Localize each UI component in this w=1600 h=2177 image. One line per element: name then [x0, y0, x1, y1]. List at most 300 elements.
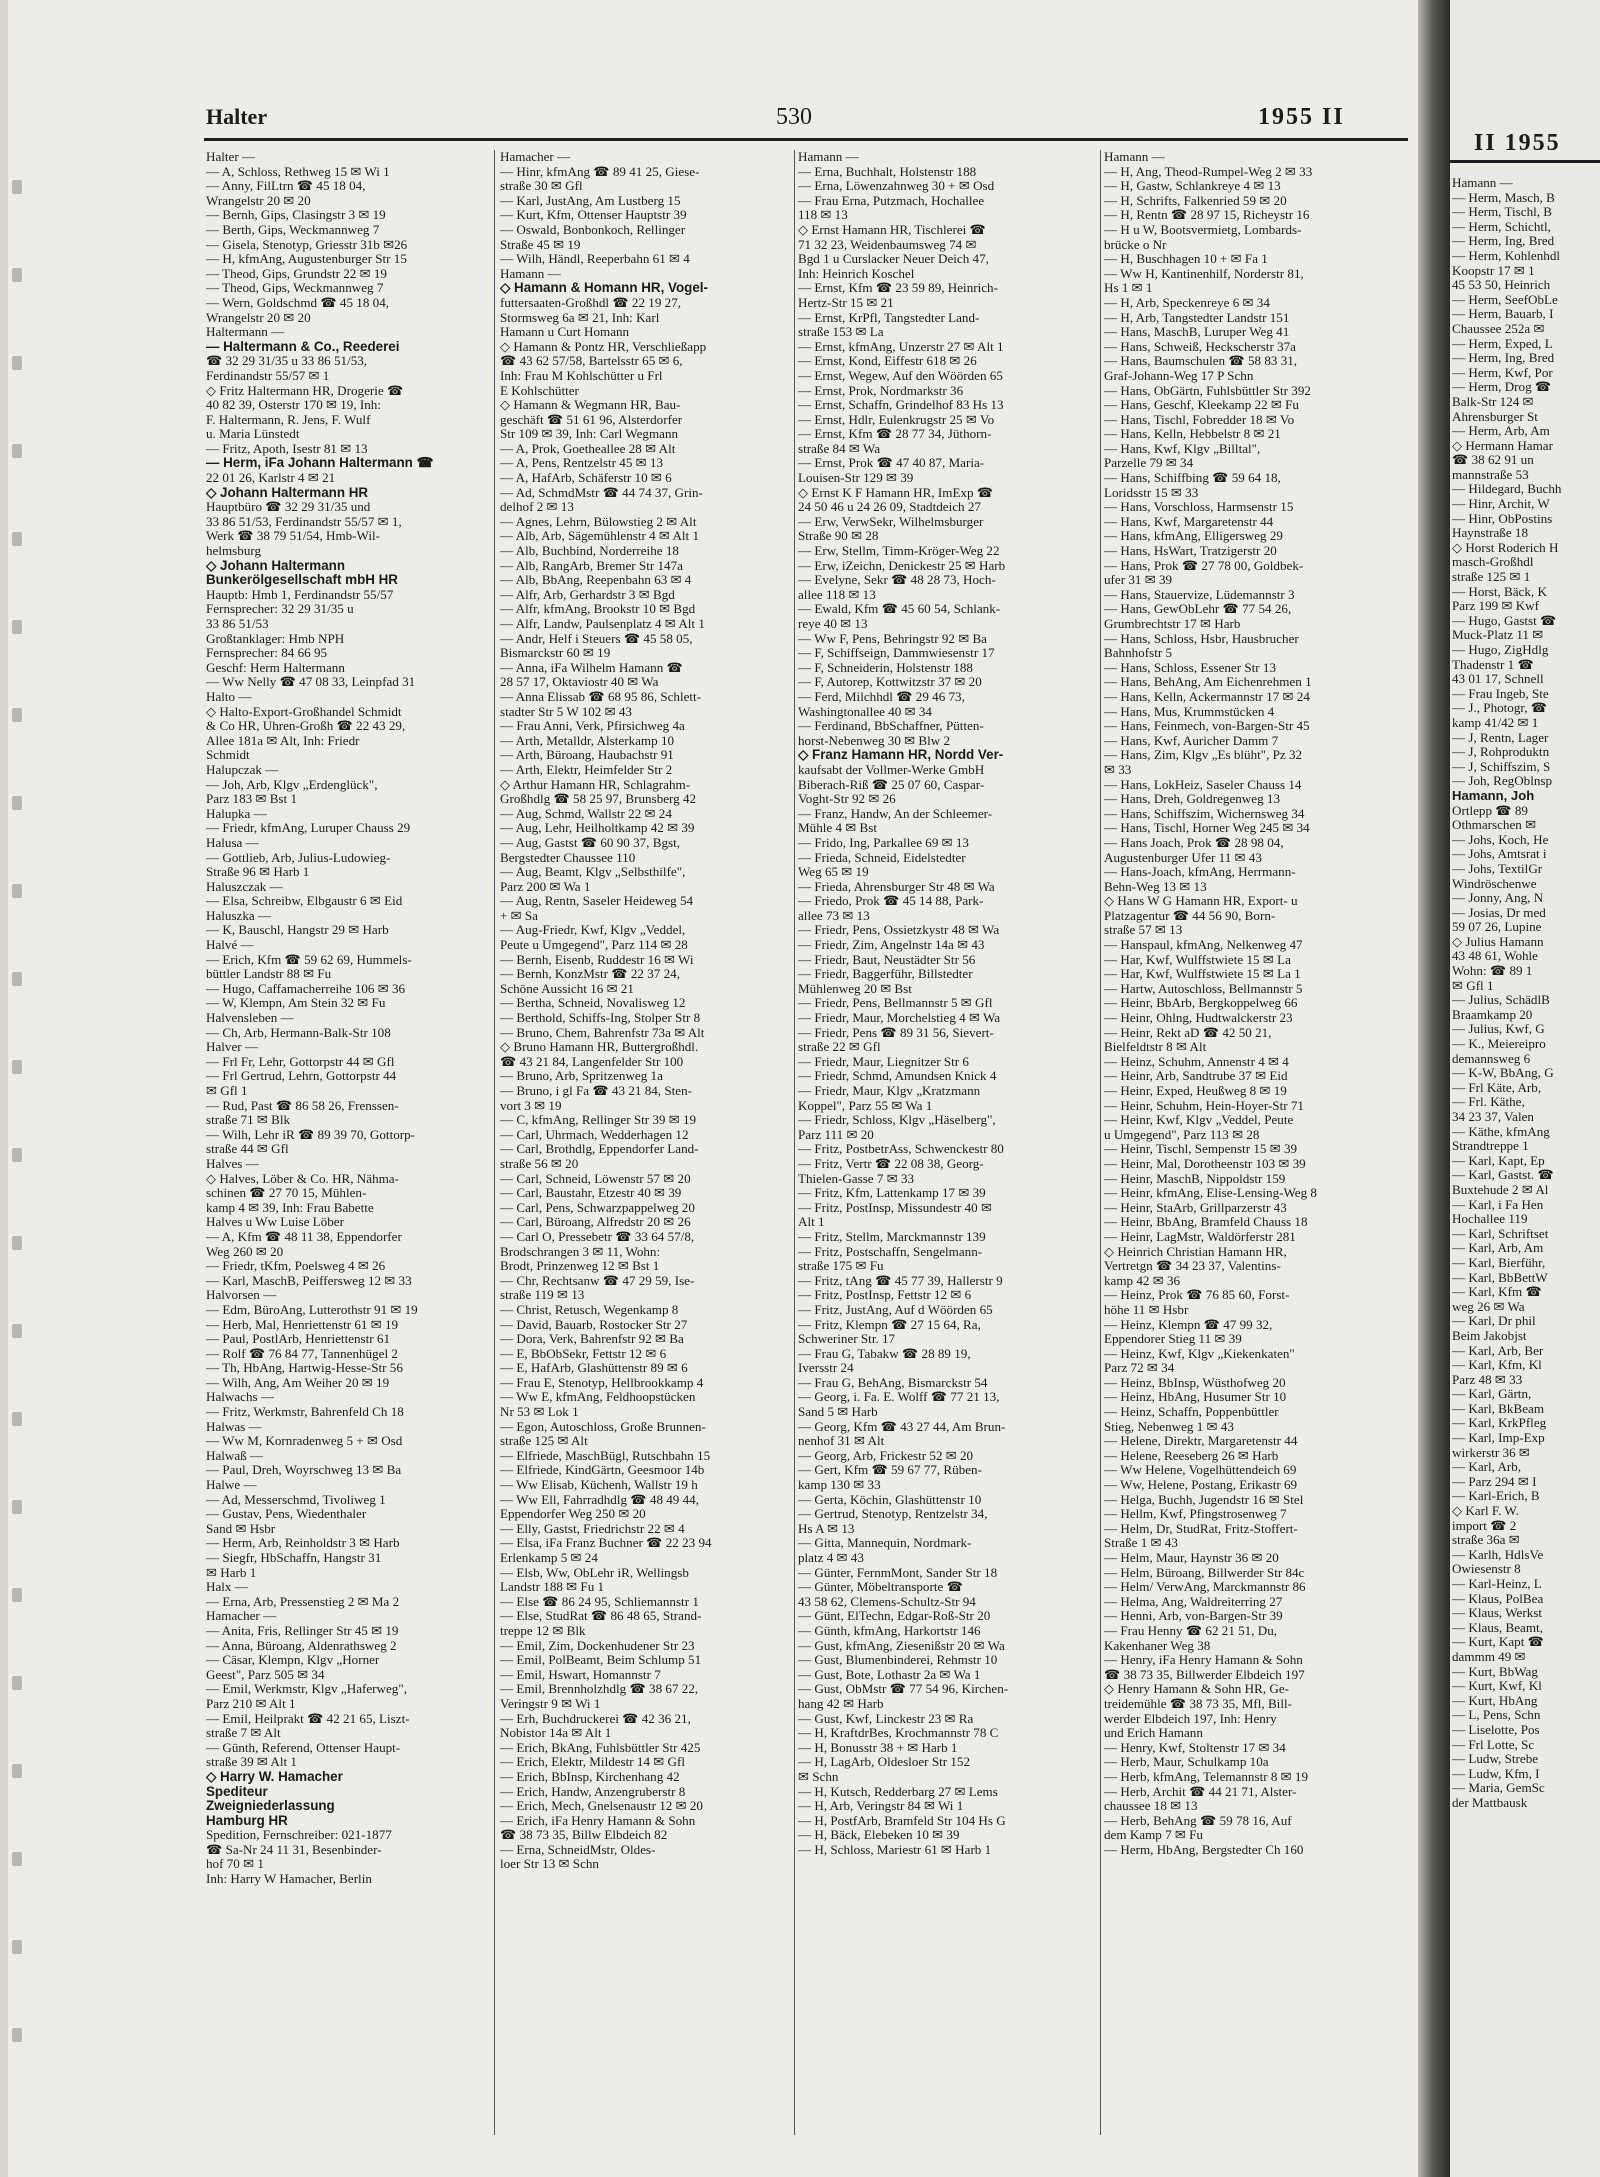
directory-entry: — Heinr, Kwf, Klgv „Veddel, Peute	[1104, 1113, 1294, 1128]
directory-entry: straße 175 ✉ Fu	[798, 1259, 884, 1274]
binding-hole	[12, 532, 22, 546]
directory-entry: 43 58 62, Clemens-Schultz-Str 94	[798, 1594, 976, 1609]
directory-entry: — Hans, Kwf, Margaretenstr 44	[1104, 514, 1274, 529]
directory-entry: — Hans, Kwf, Auricher Damm 7	[1104, 733, 1279, 748]
directory-entry: ✉ Harb 1	[206, 1565, 257, 1580]
directory-entry: — Kurt, Kapt ☎	[1452, 1635, 1544, 1650]
directory-entry: — Joh, Arb, Klgv „Erdenglück",	[206, 777, 378, 792]
directory-entry: futtersaaten-Großhdl ☎ 22 19 27,	[500, 295, 682, 310]
directory-entry: — Hans, LokHeiz, Saseler Chauss 14	[1104, 777, 1302, 792]
directory-entry: ◇ Karl F. W.	[1452, 1504, 1519, 1519]
directory-entry: 33 86 51/53, Ferdinandstr 55/57 ✉ 1,	[206, 514, 402, 529]
directory-entry: — Parz 294 ✉ I	[1452, 1474, 1537, 1489]
directory-entry: Nobistor 14a ✉ Alt 1	[500, 1726, 612, 1741]
directory-entry: — Wilh, Händl, Reeperbahn 61 ✉ 4	[500, 252, 690, 267]
directory-entry: — Herm, Drog ☎	[1452, 380, 1552, 395]
directory-entry: — H, Schrifts, Falkenried 59 ✉ 20	[1104, 193, 1287, 208]
directory-entry: straße 22 ✉ Gfl	[798, 1040, 881, 1055]
directory-entry: — Elly, Gastst, Friedrichstr 22 ✉ 4	[500, 1521, 685, 1536]
directory-entry: Bgd 1 u Curslacker Neuer Deich 47,	[798, 252, 989, 267]
directory-entry: ◇ Heinrich Christian Hamann HR,	[1104, 1244, 1287, 1259]
directory-entry: — Frido, Ing, Parkallee 69 ✉ 13	[798, 835, 969, 850]
directory-entry: 118 ✉ 13	[798, 208, 848, 223]
directory-entry: Haluszczak —	[206, 879, 283, 894]
adjacent-page-header: II 1955	[1474, 130, 1561, 156]
directory-entry: — Gust, ObMstr ☎ 77 54 96, Kirchen-	[798, 1682, 1009, 1697]
directory-entry: Bielfeldtstr 8 ✉ Alt	[1104, 1040, 1207, 1055]
directory-entry: Halter —	[206, 150, 256, 164]
directory-entry: Nr 53 ✉ Lok 1	[500, 1405, 579, 1420]
directory-entry: — Anita, Fris, Rellinger Str 45 ✉ 19	[206, 1623, 399, 1638]
directory-column-2	[500, 150, 790, 2140]
directory-entry: — Friedr, Pens ☎ 89 31 56, Sievert-	[798, 1025, 994, 1040]
directory-entry: — A, Kfm ☎ 48 11 38, Eppendorfer	[206, 1229, 402, 1244]
directory-entry: — Hans, ObGärtn, Fuhlsbüttler Str 392	[1104, 383, 1311, 398]
directory-entry: — Fritz, Stellm, Marckmannstr 139	[798, 1229, 986, 1244]
directory-entry: werder Elbdeich 197, Inh: Henry	[1104, 1711, 1277, 1726]
directory-entry: — Paul, PostlArb, Henriettenstr 61	[206, 1332, 391, 1347]
directory-entry: 45 53 50, Heinrich	[1452, 278, 1551, 293]
directory-entry: — Herm, Exped, L	[1452, 336, 1553, 351]
directory-entry: — Frl. Käthe,	[1452, 1095, 1525, 1110]
directory-entry: Grumbrechtstr 17 ✉ Harb	[1104, 617, 1241, 631]
directory-entry: — Anna, iFa Wilhelm Hamann ☎	[500, 660, 683, 675]
directory-entry: ◇ Hamann & Homann HR, Vogel-	[500, 281, 708, 296]
directory-entry: Fernsprecher: 32 29 31/35 u	[206, 602, 354, 617]
directory-entry: — Anny, FilLtrn ☎ 45 18 04,	[206, 179, 366, 194]
directory-entry: — A, Prok, Goetheallee 28 ✉ Alt	[500, 441, 676, 456]
binding-hole	[12, 1324, 22, 1338]
directory-entry: Halver —	[206, 1040, 258, 1055]
directory-entry: Hamacher —	[500, 150, 571, 164]
directory-entry: straße 125 ✉ 1	[1452, 570, 1531, 585]
directory-entry: Hertz-Str 15 ✉ 21	[798, 295, 894, 310]
directory-entry: reye 40 ✉ 13	[798, 617, 868, 631]
directory-entry: loer Str 13 ✉ Schn	[500, 1857, 599, 1872]
directory-entry: — W, Klempn, Am Stein 32 ✉ Fu	[206, 996, 386, 1011]
directory-entry: — Helene, Reeseberg 26 ✉ Harb	[1104, 1448, 1279, 1463]
directory-entry: — Hans, Vorschloss, Harmsenstr 15	[1104, 500, 1294, 515]
directory-entry: — Karl, JustAng, Am Lustberg 15	[500, 193, 681, 208]
directory-entry: — Aug, Beamt, Klgv „Selbsthilfe",	[500, 865, 686, 880]
directory-entry: demannsweg 6	[1452, 1051, 1531, 1066]
directory-entry: Landstr 188 ✉ Fu 1	[500, 1580, 605, 1595]
directory-entry: — Alb, Arb, Sägemühlenstr 4 ✉ Alt 1	[500, 529, 700, 544]
directory-entry: Zweigniederlassung	[206, 1799, 335, 1814]
directory-entry: — Erich, Mech, Gnelsenaustr 12 ✉ 20	[500, 1799, 703, 1814]
directory-entry: mannstraße 53	[1452, 467, 1529, 482]
directory-entry: — E, HafArb, Glashüttenstr 89 ✉ 6	[500, 1361, 688, 1376]
directory-entry: delhof 2 ✉ 13	[500, 500, 574, 515]
directory-entry: — Fritz, PostInsp, Missundestr 40 ✉	[798, 1200, 992, 1215]
directory-entry: — Heinr, BbArb, Bergkoppelweg 66	[1104, 996, 1298, 1011]
directory-entry: — Anna Elissab ☎ 68 95 86, Schlett-	[500, 689, 702, 704]
directory-entry: Beim Jakobjst	[1452, 1328, 1527, 1343]
directory-entry: — Frau Anni, Verk, Pfirsichweg 4a	[500, 719, 685, 734]
year-section: 1955 II	[1258, 104, 1345, 130]
directory-entry: — Fritz, Klempn ☎ 27 15 64, Ra,	[798, 1317, 981, 1332]
directory-entry: — Arth, Metalldr, Alsterkamp 10	[500, 733, 675, 748]
directory-entry: ◇ Halves, Löber & Co. HR, Nähma-	[206, 1171, 399, 1186]
directory-entry: — Heinr, Arb, Sandtrube 37 ✉ Eid	[1104, 1069, 1288, 1084]
directory-entry: — Heinr, BbAng, Bramfeld Chauss 18	[1104, 1215, 1308, 1230]
directory-entry: — Friedr, Baut, Neustädter Str 56	[798, 952, 976, 967]
directory-entry: Veringstr 9 ✉ Wi 1	[500, 1696, 601, 1711]
directory-entry: — Karl, Imp-Exp	[1452, 1431, 1545, 1446]
directory-entry: — Fritz, Postschaffn, Sengelmann-	[798, 1244, 983, 1259]
directory-entry: Spedition, Fernschreiber: 021-1877	[206, 1828, 392, 1843]
directory-entry: — Hans, Schloss, Essener Str 13	[1104, 660, 1277, 675]
column-divider	[494, 150, 495, 2135]
directory-entry: — Hans, Kwf, Klgv „Billtal",	[1104, 441, 1261, 456]
directory-entry: — Hans, Kelln, Ackermannstr 17 ✉ 24	[1104, 689, 1310, 704]
directory-entry: straße 119 ✉ 13	[500, 1288, 585, 1303]
directory-entry: Strandtreppe 1	[1452, 1139, 1529, 1154]
directory-entry: Erlenkamp 5 ✉ 24	[500, 1551, 598, 1565]
directory-entry: Braamkamp 20	[1452, 1007, 1533, 1022]
directory-entry: Allee 181a ✉ Alt, Inh: Friedr	[206, 733, 360, 748]
directory-entry: — Frau Ingeb, Ste	[1452, 686, 1549, 701]
directory-entry: — Heinr, Ohlng, Hudtwalckerstr 23	[1104, 1011, 1293, 1026]
directory-entry: ◇ Johann Haltermann HR	[206, 485, 369, 500]
directory-entry: — Ludw, Strebe	[1452, 1752, 1539, 1767]
directory-entry: — Alfr, Landw, Paulsenplatz 4 ✉ Alt 1	[500, 617, 705, 631]
directory-entry: — Herm, HbAng, Bergstedter Ch 160	[1104, 1842, 1304, 1857]
directory-entry: — Hans Joach, Prok ☎ 28 98 04,	[1104, 835, 1284, 850]
directory-entry: — Erich, iFa Henry Hamann & Sohn	[500, 1813, 696, 1828]
directory-entry: ◇ Hans W G Hamann HR, Export- u	[1104, 894, 1298, 909]
directory-entry: Augustenburger Ufer 11 ✉ 43	[1104, 850, 1262, 865]
directory-entry: — Horst, Bäck, K	[1452, 584, 1547, 599]
directory-entry: — Frieda, Ahrensburger Str 48 ✉ Wa	[798, 879, 995, 894]
directory-entry: — Julius, SchädlB	[1452, 993, 1550, 1008]
directory-entry: — Heinz, Prok ☎ 76 85 60, Forst-	[1104, 1288, 1290, 1303]
directory-entry: — Günt, ElTechn, Edgar-Roß-Str 20	[798, 1609, 991, 1624]
column-divider	[1100, 150, 1101, 2135]
directory-entry: straße 44 ✉ Gfl	[206, 1142, 289, 1157]
directory-entry: — Ernst, kfmAng, Unzerstr 27 ✉ Alt 1	[798, 339, 1004, 354]
directory-entry: Halupczak —	[206, 762, 279, 777]
directory-entry: — Karl, Gastst. ☎	[1452, 1168, 1554, 1183]
directory-entry: treidemühle ☎ 38 73 35, Mfl, Bill-	[1104, 1696, 1292, 1711]
directory-entry: kamp 42 ✉ 36	[1104, 1273, 1181, 1288]
directory-entry: — Ernst, Kond, Eiffestr 618 ✉ 26	[798, 354, 977, 369]
running-head-name: Halter	[206, 104, 268, 129]
directory-entry: — Henry, Kwf, Stoltenstr 17 ✉ 34	[1104, 1740, 1286, 1755]
directory-entry: — Elsb, Ww, ObLehr iR, Wellingsb	[500, 1565, 689, 1580]
directory-entry: — Ww E, kfmAng, Feldhoopstücken	[500, 1390, 696, 1405]
directory-entry: — Gerta, Köchin, Glashüttenstr 10	[798, 1492, 982, 1507]
directory-entry: — Helm, Maur, Haynstr 36 ✉ 20	[1104, 1551, 1279, 1565]
directory-entry: — Gisela, Stenotyp, Griesstr 31b ✉26	[206, 237, 408, 252]
directory-entry: — Aug, Schmd, Wallstr 22 ✉ 24	[500, 806, 672, 821]
directory-entry: — K., Meiereipro	[1452, 1037, 1546, 1052]
directory-entry: — Friedr, Baggerführ, Billstedter	[798, 967, 973, 982]
directory-entry: — Herb, Mal, Henriettenstr 61 ✉ 19	[206, 1317, 399, 1332]
directory-entry: — Karl, BbBettW	[1452, 1270, 1548, 1285]
directory-entry: — Fritz, tAng ☎ 45 77 39, Hallerstr 9	[798, 1273, 1003, 1288]
directory-entry: — Berth, Gips, Weckmannweg 7	[206, 222, 380, 237]
directory-entry: Eppendorfer Weg 250 ✉ 20	[500, 1507, 646, 1522]
directory-entry: Hamacher —	[206, 1609, 277, 1624]
directory-entry: — H, Rentn ☎ 28 97 15, Richeystr 16	[1104, 208, 1310, 223]
directory-entry: Thadenstr 1 ☎	[1452, 657, 1534, 672]
directory-entry: + ✉ Sa	[500, 908, 538, 923]
binding-hole	[12, 708, 22, 722]
directory-entry: Stormsweg 6a ✉ 21, Inh: Karl	[500, 310, 660, 325]
directory-entry: — Hans, Tischl, Fobredder 18 ✉ Vo	[1104, 412, 1295, 427]
directory-entry: — Ferd, Milchhdl ☎ 29 46 73,	[798, 689, 965, 704]
directory-entry: Ferdinandstr 55/57 ✉ 1	[206, 368, 330, 383]
directory-entry: schinen ☎ 27 70 15, Mühlen-	[206, 1186, 367, 1201]
directory-entry: — Helma, Ang, Waldreiterring 27	[1104, 1594, 1283, 1609]
directory-entry: — Hildegard, Buchh	[1452, 482, 1562, 497]
directory-entry: — Ernst, Wegew, Auf den Wöörden 65	[798, 368, 1003, 383]
directory-entry: straße 56 ✉ 20	[500, 1156, 579, 1171]
directory-entry: — Carl, Brothdlg, Eppendorfer Land-	[500, 1142, 699, 1157]
directory-entry: — F, Autorep, Kottwitzstr 37 ✉ 20	[798, 675, 982, 690]
directory-entry: — Gertrud, Stenotyp, Rentzelstr 34,	[798, 1507, 988, 1522]
directory-entry: — Gottlieb, Arb, Julius-Ludowieg-	[206, 850, 391, 865]
column-divider	[794, 150, 795, 2135]
directory-entry: — Johs, Koch, He	[1452, 832, 1549, 847]
directory-entry: — Aug-Friedr, Kwf, Klgv „Veddel,	[500, 923, 686, 938]
directory-entry: Bismarckstr 60 ✉ 19	[500, 646, 611, 661]
directory-entry: Sand 5 ✉ Harb	[798, 1405, 878, 1420]
directory-entry: — Heinr, MaschB, Nippoldstr 159	[1104, 1171, 1286, 1186]
directory-entry: Schöne Aussicht 16 ✉ 21	[500, 981, 634, 996]
directory-entry: — Theod, Gips, Grundstr 22 ✉ 19	[206, 266, 387, 281]
directory-entry: — Alb, BbAng, Reepenbahn 63 ✉ 4	[500, 573, 692, 588]
directory-entry: — Ww Ell, Fahrradhdlg ☎ 48 49 44,	[500, 1492, 699, 1507]
directory-entry: — Elfriede, KindGärtn, Geesmoor 14b	[500, 1463, 705, 1478]
directory-entry: Parzelle 79 ✉ 34	[1104, 456, 1194, 471]
directory-entry: — H u W, Bootsvermietg, Lombards-	[1104, 222, 1302, 237]
directory-entry: Parz 210 ✉ Alt 1	[206, 1696, 296, 1711]
header-rule	[1450, 160, 1600, 163]
directory-entry: Mühle 4 ✉ Bst	[798, 821, 877, 836]
adjacent-page-column	[1452, 176, 1598, 2126]
directory-entry: — David, Bauarb, Rostocker Str 27	[500, 1317, 688, 1332]
directory-entry: — H, Buschhagen 10 + ✉ Fa 1	[1104, 252, 1268, 267]
directory-entry: — Karlh, HdlsVe	[1452, 1547, 1544, 1562]
directory-entry: — Friedr, Zim, Angelnstr 14a ✉ 43	[798, 938, 985, 953]
directory-entry: — Herm, Kwf, Por	[1452, 365, 1553, 380]
directory-entry: 34 23 37, Valen	[1452, 1110, 1534, 1124]
directory-entry: — L, Pens, Schn	[1452, 1708, 1541, 1723]
directory-entry: — Karl-Erich, B	[1452, 1489, 1540, 1504]
directory-entry: nenhof 31 ✉ Alt	[798, 1434, 885, 1449]
directory-entry: Buxtehude 2 ✉ Al	[1452, 1182, 1549, 1197]
directory-entry: ◇ Horst Roderich H	[1452, 540, 1559, 555]
directory-entry: — Erw, Stellm, Timm-Kröger-Weg 22	[798, 544, 1000, 559]
directory-entry: ◇ Arthur Hamann HR, Schlagrahm-	[500, 777, 691, 792]
directory-entry: — Bruno, Chem, Bahrenfstr 73a ✉ Alt	[500, 1025, 705, 1040]
directory-entry: — Hinr, ObPostins	[1452, 511, 1553, 526]
directory-entry: — Alfr, Arb, Gerhardstr 3 ✉ Bgd	[500, 587, 675, 602]
directory-entry: — Gust, Bote, Lothastr 2a ✉ Wa 1	[798, 1667, 981, 1682]
directory-entry: dem Kamp 7 ✉ Fu	[1104, 1828, 1203, 1843]
directory-entry: Brodt, Prinzenweg 12 ✉ Bst 1	[500, 1259, 660, 1274]
directory-entry: Chaussee 252a ✉	[1452, 321, 1545, 336]
directory-entry: ☎ 32 29 31/35 u 33 86 51/53,	[206, 354, 368, 369]
directory-entry: treppe 12 ✉ Blk	[500, 1623, 586, 1638]
directory-entry: — Karl, Kfm, Kl	[1452, 1358, 1542, 1373]
directory-entry: — Günter, FernmMont, Sander Str 18	[798, 1565, 998, 1580]
directory-entry: — Gust, kfmAng, Ziesenißstr 20 ✉ Wa	[798, 1638, 1005, 1653]
directory-entry: — Hans, Geschf, Kleekamp 22 ✉ Fu	[1104, 398, 1299, 413]
directory-entry: — Hans, Stauervize, Lüdemannstr 3	[1104, 587, 1295, 602]
directory-entry: — Andr, Helf i Steuers ☎ 45 58 05,	[500, 631, 693, 646]
directory-entry: straße 125 ✉ Alt	[500, 1434, 588, 1449]
directory-entry: Halvensleben —	[206, 1011, 294, 1026]
directory-entry: — Bernh, KonzMstr ☎ 22 37 24,	[500, 967, 680, 982]
directory-entry: 59 07 26, Lupine	[1452, 920, 1542, 935]
directory-entry: — Heinr, StaArb, Grillparzerstr 43	[1104, 1200, 1287, 1215]
book-spine	[1418, 0, 1450, 2177]
directory-entry: — Karl, MaschB, Peiffersweg 12 ✉ 33	[206, 1273, 412, 1288]
directory-entry: — Hans, Dreh, Goldregenweg 13	[1104, 792, 1280, 807]
directory-entry: — Henni, Arb, von-Bargen-Str 39	[1104, 1609, 1283, 1624]
directory-entry: Weg 260 ✉ 20	[206, 1244, 284, 1259]
directory-entry: — Bertha, Schneid, Novalisweg 12	[500, 996, 686, 1011]
directory-entry: Hauptb: Hmb 1, Ferdinandstr 55/57	[206, 587, 394, 602]
directory-entry: 28 57 17, Oktaviostr 40 ✉ Wa	[500, 675, 659, 690]
directory-entry: — Hans, MaschB, Luruper Weg 41	[1104, 325, 1290, 340]
directory-entry: — Hans, Tischl, Horner Weg 245 ✉ 34	[1104, 821, 1310, 836]
directory-entry: — Erh, Buchdruckerei ☎ 42 36 21,	[500, 1711, 691, 1726]
directory-entry: — Karl, Kfm ☎	[1452, 1285, 1542, 1300]
directory-entry: — Helga, Buchh, Jugendstr 16 ✉ Stel	[1104, 1492, 1304, 1507]
directory-entry: — Bruno, Arb, Spritzenweg 1a	[500, 1069, 663, 1084]
directory-entry: Halto —	[206, 689, 252, 704]
directory-entry: dammm 49 ✉	[1452, 1649, 1526, 1664]
directory-entry: — Carl, Pens, Schwarzpappelweg 20	[500, 1200, 695, 1215]
directory-entry: — Frl Fr, Lehr, Gottorpstr 44 ✉ Gfl	[206, 1054, 395, 1069]
directory-entry: — H, LagArb, Oldesloer Str 152	[798, 1755, 971, 1770]
directory-entry: Geschf: Herm Haltermann	[206, 660, 345, 675]
directory-entry: 43 48 61, Wohle	[1452, 949, 1538, 964]
directory-entry: straße 39 ✉ Alt 1	[206, 1755, 297, 1770]
directory-entry: horst-Nebenweg 30 ✉ Blw 2	[798, 733, 951, 748]
directory-entry: straße 7 ✉ Alt	[206, 1726, 281, 1741]
directory-entry: Hamann u Curt Homann	[500, 325, 630, 340]
binding-hole	[12, 620, 22, 634]
directory-entry: straße 71 ✉ Blk	[206, 1113, 291, 1128]
directory-entry: — Heinr, LagMstr, Waldörferstr 281	[1104, 1229, 1296, 1244]
directory-entry: Iversstr 24	[798, 1361, 854, 1376]
directory-entry: — Herm, Ing, Bred	[1452, 234, 1555, 249]
directory-entry: — Karl, BkBeam	[1452, 1401, 1545, 1416]
directory-entry: ◇ Julius Hamann	[1452, 934, 1544, 949]
directory-entry: ◇ Hermann Hamar	[1452, 438, 1553, 453]
directory-entry: — Hans, HsWart, Tratzigerstr 20	[1104, 544, 1277, 559]
directory-entry: — Herm, Arb, Reinholdstr 3 ✉ Harb	[206, 1536, 400, 1551]
directory-entry: — Hans, Kelln, Hebbelstr 8 ✉ 21	[1104, 427, 1281, 442]
directory-entry: — Erw, VerwSekr, Wilhelmsburger	[798, 514, 984, 529]
directory-entry: höhe 11 ✉ Hsbr	[1104, 1302, 1189, 1317]
directory-entry: Str 109 ✉ 39, Inh: Carl Wegmann	[500, 427, 679, 442]
directory-entry: Wohn: ☎ 89 1	[1452, 964, 1533, 979]
directory-entry: — C, kfmAng, Rellinger Str 39 ✉ 19	[500, 1113, 697, 1128]
directory-entry: — H, KraftdrBes, Krochmannstr 78 C	[798, 1726, 999, 1741]
directory-entry: — H, Arb, Veringstr 84 ✉ Wi 1	[798, 1799, 964, 1814]
directory-entry: — H, Gastw, Schlankreye 4 ✉ 13	[1104, 179, 1281, 194]
directory-entry: Biberach-Riß ☎ 25 07 60, Caspar-	[798, 777, 985, 792]
directory-entry: ☎ 43 21 84, Langenfelder Str 100	[500, 1054, 684, 1069]
binding-hole	[12, 2028, 22, 2042]
directory-entry: — Ww, Helene, Postang, Erikastr 69	[1104, 1478, 1298, 1493]
page-edge-shadow	[0, 0, 8, 2177]
directory-entry: — Emil, Brennholzhdlg ☎ 38 67 22,	[500, 1682, 699, 1697]
directory-entry: — Hans, Schweiß, Heckscherstr 37a	[1104, 339, 1296, 354]
directory-entry: — Herb, Archit ☎ 44 21 71, Alster-	[1104, 1784, 1297, 1799]
directory-entry: — Hans, Zim, Klgv „Es blüht", Pz 32	[1104, 748, 1303, 763]
directory-entry: — Erich, Kfm ☎ 59 62 69, Hummels-	[206, 952, 412, 967]
directory-entry: und Erich Hamann	[1104, 1726, 1203, 1741]
directory-entry: import ☎ 2	[1452, 1518, 1517, 1533]
directory-entry: Balk-Str 124 ✉	[1452, 394, 1534, 409]
directory-entry: Schmidt	[206, 748, 250, 763]
directory-entry: — Ewald, Kfm ☎ 45 60 54, Schlank-	[798, 602, 1001, 617]
directory-entry: — Erna, Arb, Pressenstieg 2 ✉ Ma 2	[206, 1594, 400, 1609]
directory-entry: — Frau G, Tabakw ☎ 28 89 19,	[798, 1346, 971, 1361]
directory-entry: — Hugo, Gastst ☎	[1452, 613, 1557, 628]
directory-entry: — Georg, Kfm ☎ 43 27 44, Am Brun-	[798, 1419, 1006, 1434]
directory-entry: — Carl, Schneid, Löwenstr 57 ✉ 20	[500, 1171, 691, 1186]
directory-entry: straße 36a ✉	[1452, 1533, 1520, 1548]
directory-entry: ☎ 38 73 35, Billw Elbdeich 82	[500, 1828, 668, 1843]
directory-entry: Graf-Johann-Weg 17 P Schn	[1104, 368, 1254, 383]
directory-entry: — Günth, Referend, Ottenser Haupt-	[206, 1740, 401, 1755]
directory-entry: Hauptbüro ☎ 32 29 31/35 und	[206, 500, 371, 515]
directory-entry: — Heinr, Mal, Dorotheenstr 103 ✉ 39	[1104, 1156, 1306, 1171]
directory-entry: — Emil, Werkmstr, Klgv „Haferweg",	[206, 1682, 407, 1697]
directory-entry: — Erich, BkAng, Fuhlsbüttler Str 425	[500, 1740, 701, 1755]
directory-entry: — Karl, Bierführ,	[1452, 1255, 1546, 1270]
directory-entry: 33 86 51/53	[206, 617, 269, 631]
directory-entry: Parz 183 ✉ Bst 1	[206, 792, 297, 807]
directory-entry: — Emil, Zim, Dockenhudener Str 23	[500, 1638, 695, 1653]
directory-entry: F. Haltermann, R. Jens, F. Wulf	[206, 412, 371, 427]
directory-entry: — Friedr, kfmAng, Luruper Chauss 29	[206, 821, 411, 836]
directory-entry: — Heinz, Schaffn, Poppenbüttler	[1104, 1405, 1279, 1420]
directory-entry: Inh: Frau M Kohlschütter u Frl	[500, 368, 663, 383]
directory-entry: — Gitta, Mannequin, Nordmark-	[798, 1536, 972, 1551]
directory-entry: — Friedr, tKfm, Poelsweg 4 ✉ 26	[206, 1259, 386, 1274]
directory-entry: ◇ Hamann & Pontz HR, Verschließapp	[500, 339, 707, 354]
directory-entry: Inh: Harry W Hamacher, Berlin	[206, 1872, 372, 1887]
directory-entry: — K-W, BbAng, G	[1452, 1066, 1554, 1081]
directory-entry: masch-Großhdl	[1452, 555, 1534, 570]
directory-entry: Straße 45 ✉ 19	[500, 237, 581, 252]
directory-entry: — Johs, Amtsrat i	[1452, 847, 1547, 862]
directory-entry: straße 30 ✉ Gfl	[500, 179, 583, 194]
directory-entry: — Gust, Blumenbinderei, Rehmstr 10	[798, 1653, 998, 1668]
directory-entry: ◇ Johann Haltermann	[206, 558, 346, 573]
directory-entry: Schweriner Str. 17	[798, 1332, 896, 1347]
directory-entry: — Karl, Gärtn,	[1452, 1387, 1532, 1402]
directory-entry: — Hanspaul, kfmAng, Nelkenweg 47	[1104, 938, 1303, 953]
directory-entry: — Frl Lotte, Sc	[1452, 1737, 1535, 1752]
directory-entry: Wrangelstr 20 ✉ 20	[206, 193, 311, 208]
directory-entry: u. Maria Lünstedt	[206, 427, 300, 442]
directory-entry: — Ww F, Pens, Behringstr 92 ✉ Ba	[798, 631, 987, 646]
directory-entry: Platzagentur ☎ 44 56 90, Born-	[1104, 908, 1276, 923]
binding-holes	[12, 0, 30, 2177]
directory-entry: — Julius, Kwf, G	[1452, 1022, 1545, 1037]
directory-entry: — Hans, Schloss, Hsbr, Hausbrucher	[1104, 631, 1299, 646]
